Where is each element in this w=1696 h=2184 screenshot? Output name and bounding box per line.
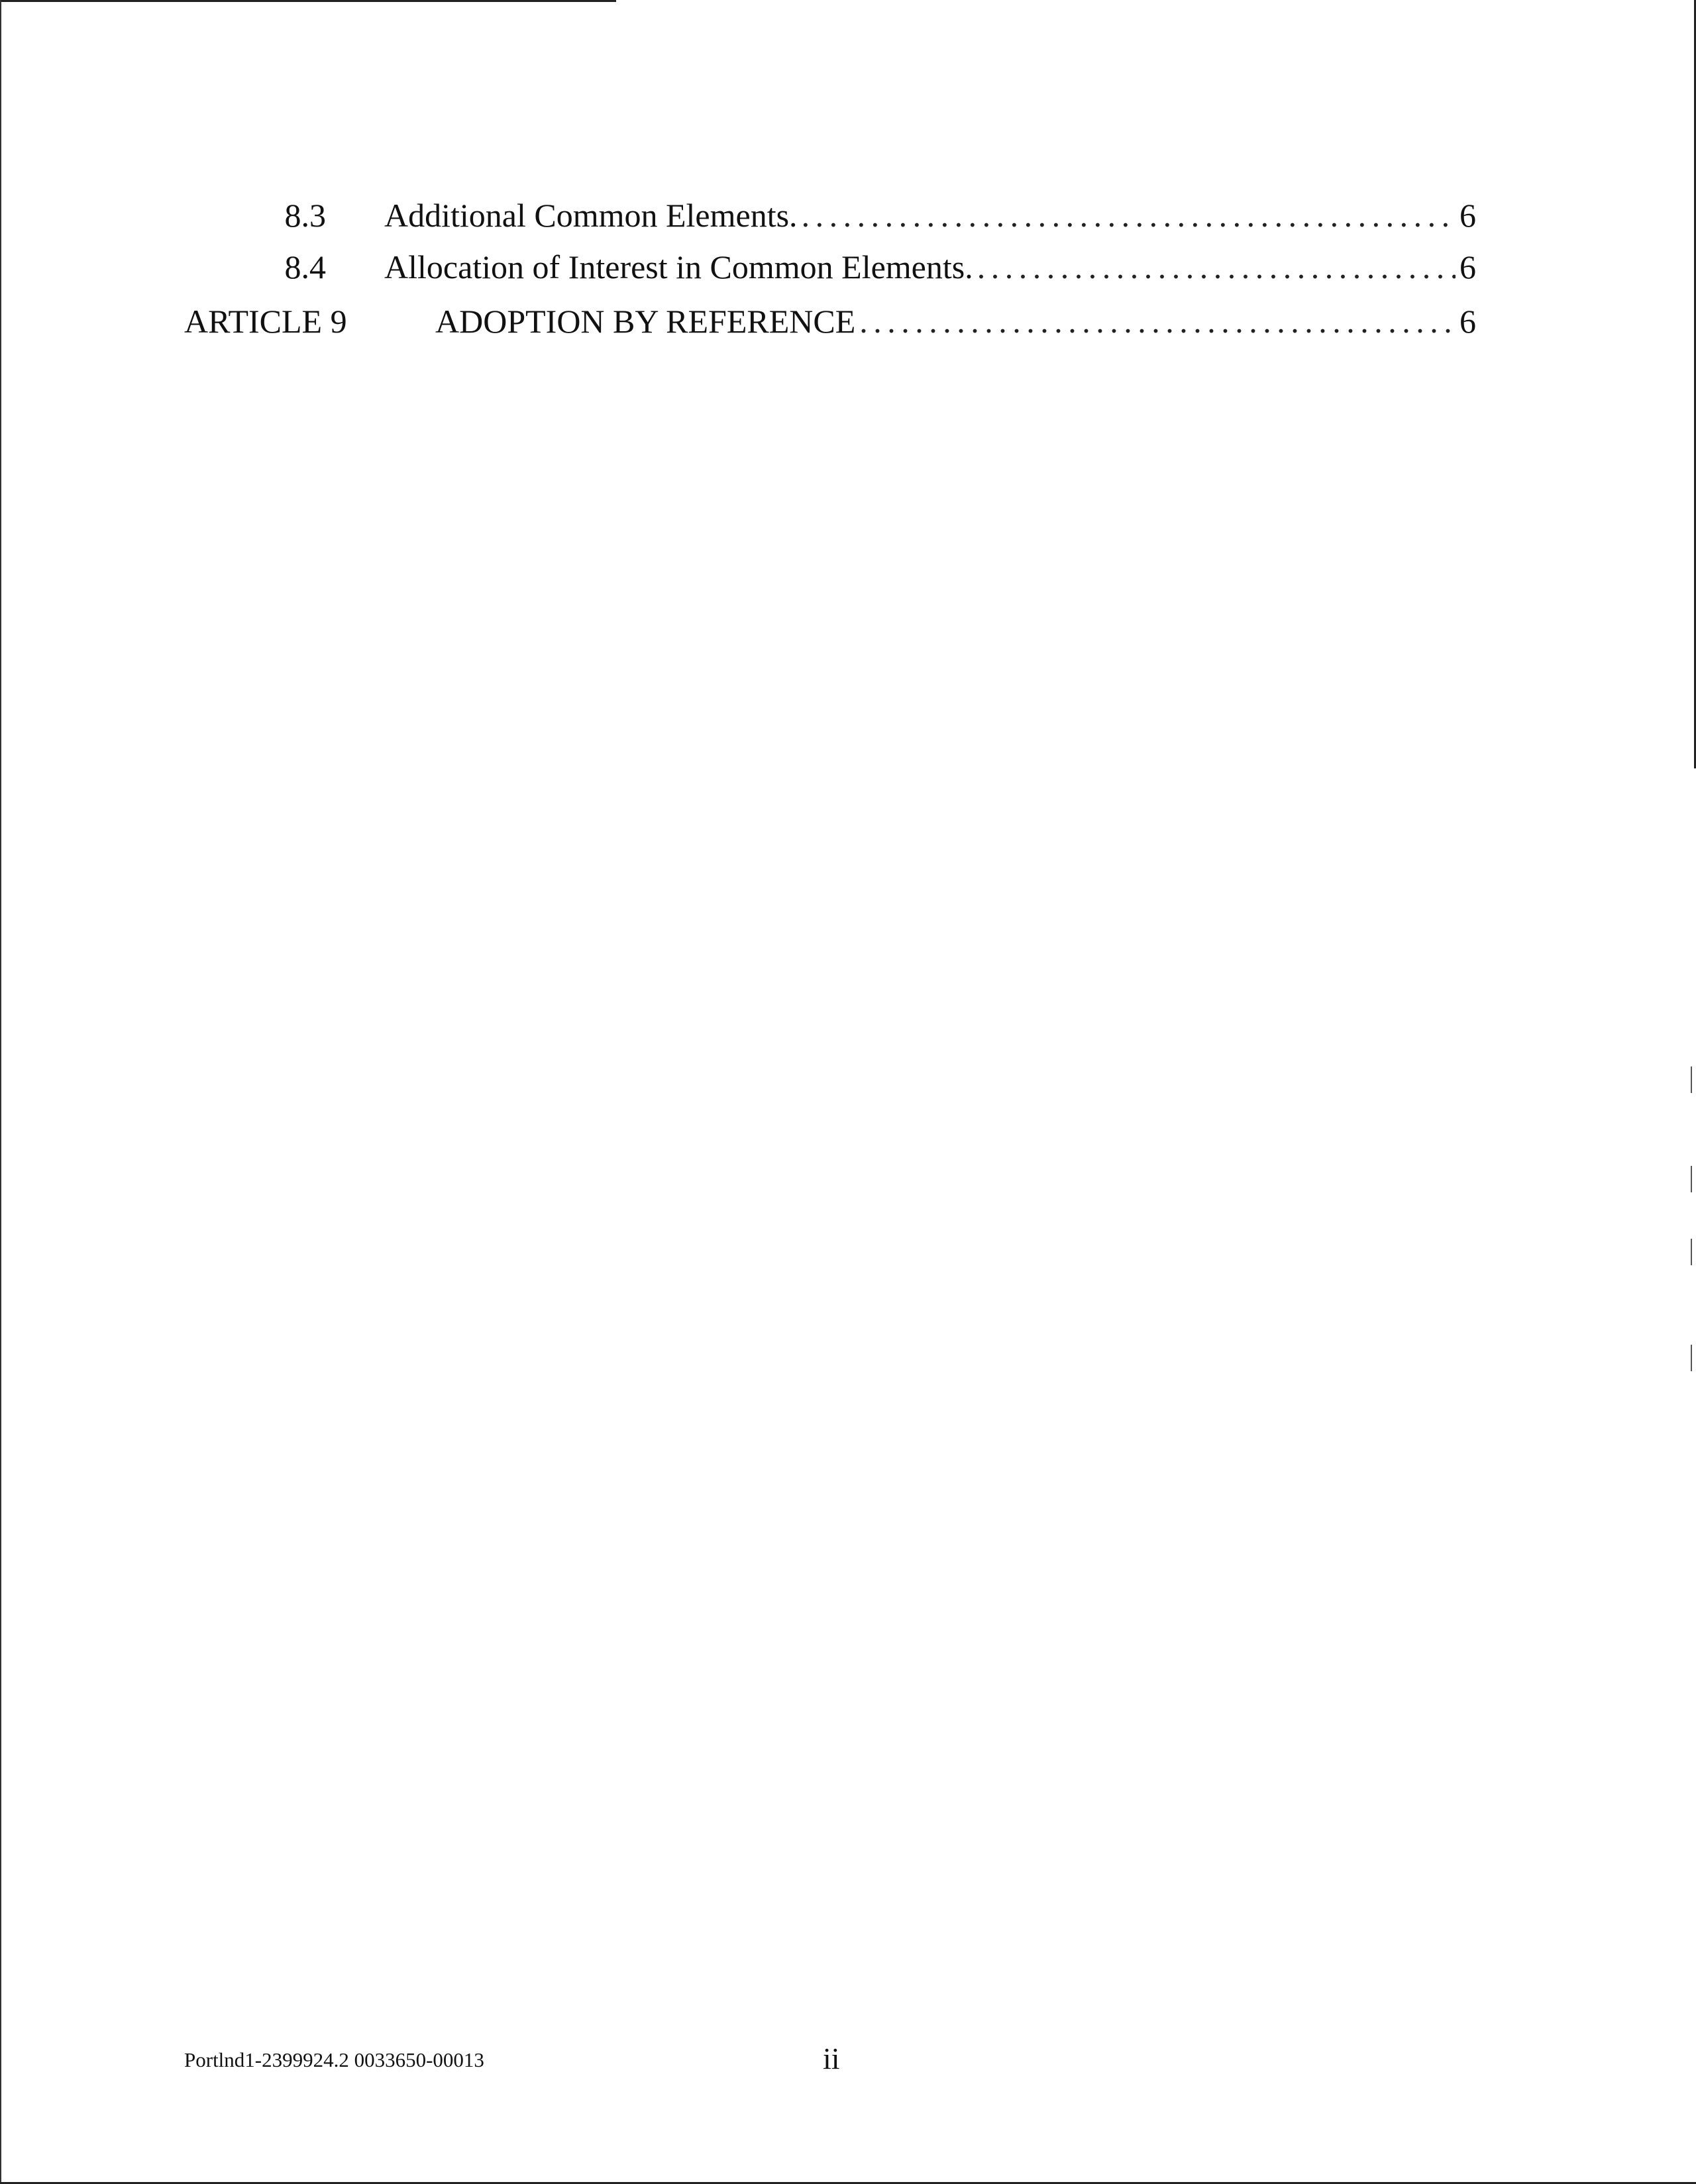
toc-entry-number: 8.4 [284,248,326,286]
footer-page-number: ii [823,2042,840,2075]
toc-leader-dots [977,242,1456,291]
toc-article-title: ADOPTION BY REFERENCE [435,303,856,340]
scan-mark [1691,1345,1692,1371]
scan-border-left [0,0,1,2184]
toc-leader-dots [859,297,1456,346]
scan-mark [1691,1066,1692,1093]
scan-mark [1691,1239,1692,1265]
toc-entry-title: Allocation of Interest in Common Elements. [384,248,973,286]
footer-document-id: Portlnd1-2399924.2 0033650-00013 [184,2048,484,2071]
toc-entry-8-3[interactable] [184,191,1476,240]
toc-entry-number: 8.3 [284,197,326,234]
toc-leader-dots [802,191,1456,240]
toc-entry-page: 6 [1459,197,1476,234]
toc-entry-article-9[interactable] [184,297,1476,346]
toc-article-number: ARTICLE 9 [184,303,347,340]
toc-entry-8-4[interactable] [184,242,1476,291]
toc-entry-page: 6 [1459,303,1476,340]
scan-mark [1691,1166,1692,1192]
scan-border-top [0,0,616,2]
toc-entry-title: Additional Common Elements. [384,197,798,234]
toc-entry-page: 6 [1459,248,1476,286]
